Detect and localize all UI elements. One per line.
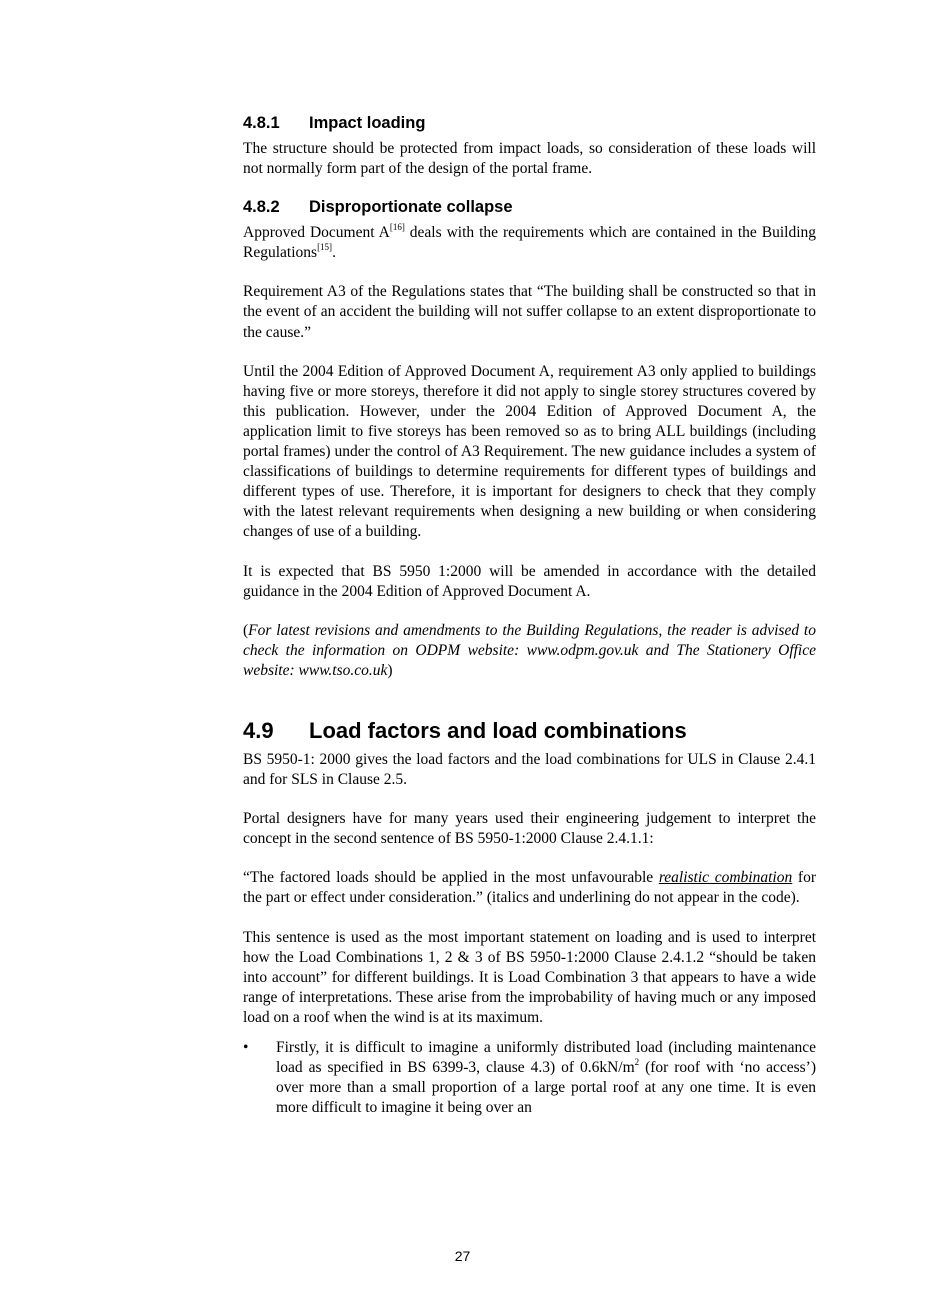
text-run: Approved Document A [243,224,390,242]
paragraph-load-factors: BS 5950-1: 2000 gives the load factors and the load combinations for ULS in Clause 2.4.1 and for SLS in Clause 2.5. [243,750,816,789]
text-run-underlined-italic: realistic combination [658,869,793,887]
text-run-italic: For latest revisions and amendments to the Building Regulations, the reader is advised to check the information on ODPM website: www.odpm.gov.uk and The Stationery Office website: www.tso.co.uk [243,621,816,679]
section-number: 4.9 [243,717,274,743]
section-number: 4.8.2 [243,198,280,217]
section-heading-4-9 [243,717,816,745]
section-heading-4-8-1 [243,112,816,134]
text-run: . [332,244,336,262]
list-item-text [276,1038,816,1118]
text-run: ) [387,661,393,679]
text-run: Firstly, it is difficult to imagine a uniformly distributed load (including maintenance load as specified in BS 6399-3, clause 4.3) of 0.6kN/m [276,1039,816,1077]
text-run: (for roof with ‘no access’) over more than a small proportion of a large portal roof at any one time. It is even more difficult to imagine it being over an [276,1059,817,1117]
section-number: 4.8.1 [243,114,280,132]
section-heading-4-8-2 [243,196,816,218]
superscript: 2 [634,1056,640,1067]
reference-16: [16] [389,222,405,233]
text-run: for the part or effect under consideration.” (italics and underlining do not appear in the code). [243,869,816,907]
text-run: “The factored loads should be applied in the most unfavourable [243,869,659,887]
paragraph-revisions-note [243,621,816,681]
text-run: ( [243,621,249,639]
page-number: 27 [454,1248,471,1264]
paragraph-approved-document [243,223,816,263]
paragraph-portal-designers: Portal designers have for many years used their engineering judgement to interpret the concept in the second sentence of BS 5950-1:2000 Clause 2.4.1.1: [243,810,816,848]
paragraph-impact-loading: The structure should be protected from impact loads, so consideration of these loads will not normally form part of the design of the portal frame. [243,140,816,178]
paragraph-requirement-a3: Requirement A3 of the Regulations states that “The building shall be constructed so that in the event of an accident the building will not suffer collapse to an extent disproportionate to the cause.” [243,283,816,341]
section-title: Load factors and load combinations [309,717,687,743]
bullet-icon: • [243,1039,249,1056]
paragraph-factored-loads-quote [243,868,816,908]
text-run: deals with the requirements which are contained in the Building Regulations [243,224,817,262]
reference-15: [15] [317,242,333,253]
paragraph-load-combinations: This sentence is used as the most important statement on loading and is used to interpret how the Load Combinations 1, 2 & 3 of BS 5950-1:2000 Clause 2.4.1.2 “should be taken into account” for different buildings. It is Load Combination 3 that appears to have a wide range of interpretations. These arise from the improbability of having much or any imposed load on a roof when the wind is at its maximum. [243,928,816,1026]
list-item [243,1038,816,1118]
section-title: Impact loading [309,114,426,132]
paragraph-2004-edition: Until the 2004 Edition of Approved Document A, requirement A3 only applied to buildings having five or more storeys, therefore it did not apply to single storey structures covered by this publication. However, under the 2004 Edition of Approved Document A, the application limit to five storeys has been removed so as to bring ALL buildings (including portal frames) under the control of A3 Requirement. The new guidance includes a system of classifications of buildings to determine requirements for different types of buildings and different types of use. Therefore, it is important for designers to check that they comply with the latest relevant requirements when designing a new building or when considering changes of use of a building. [243,362,816,541]
page-content [243,112,816,1118]
section-title: Disproportionate collapse [309,198,513,217]
paragraph-bs5950-amendment: It is expected that BS 5950 1:2000 will be amended in accordance with the detailed guidance in the 2004 Edition of Approved Document A. [243,562,816,600]
